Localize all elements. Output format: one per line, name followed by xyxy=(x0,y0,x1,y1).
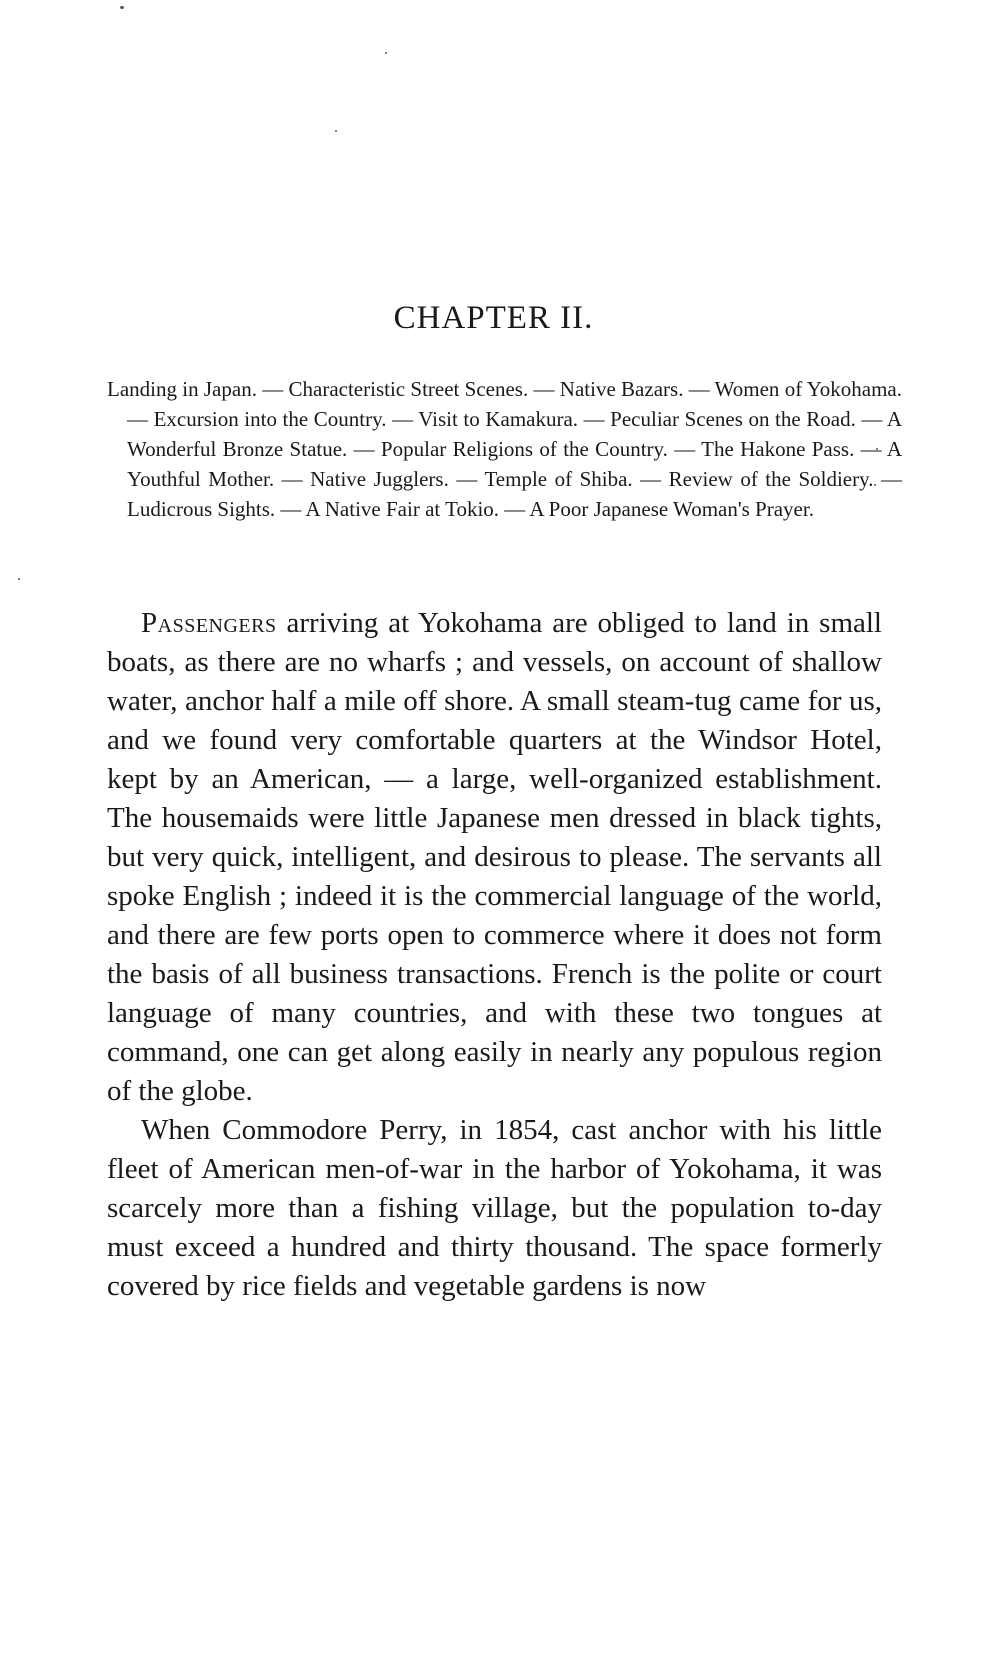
ink-speck xyxy=(385,52,387,54)
paragraph xyxy=(107,604,882,1111)
ink-speck xyxy=(335,130,337,132)
paragraph-text: arriving at Yokohama are obliged to land in small boats, as there are no wharfs ; and vessels, on account of shallow water, anchor half a mile off shore. A small steam-tug came for us, and we found very comfortable quarters at the Windsor Hotel, kept by an American, — a large, well-organized establishment. The housemaids were little Japanese men dressed in black tights, but very quick, intelligent, and desirous to please. The servants all spoke English ; indeed it is the commercial language of the world, and there are few ports open to commerce where it does not form the basis of all business transactions. French is the polite or court language of many countries, and with these two tongues at command, one can get along easily in nearly any populous region of the globe. xyxy=(107,607,882,1107)
paragraph-lead-word: Passengers xyxy=(141,607,277,639)
chapter-title: CHAPTER II. xyxy=(393,300,594,336)
body-text xyxy=(107,604,882,1306)
ink-speck xyxy=(18,578,20,580)
paragraph: When Commodore Perry, in 1854, cast anchor with his little fleet of American men-of-war in the harbor of Yokohama, it was scarcely more than a fishing village, but the population to-day must exceed a hundred and thirty thousand. The space formerly covered by rice fields and vegetable gardens is now xyxy=(107,1114,882,1302)
ink-speck xyxy=(120,6,124,9)
chapter-summary: Landing in Japan. — Characteristic Street Scenes. — Native Bazars. — Women of Yokohama. — Excursion into the Country. — Visit to Kamakura. — Peculiar Scenes on the Road. — A Wonderful Bronze Statue. — Popular Religions of the Country. — The Hakone Pass. — A Youthful Mother. — Native Jugglers. — Temple of Shiba. — Review of the Soldiery. — Ludicrous Sights. — A Native Fair at Tokio. — A Poor Japanese Woman's Prayer. xyxy=(107,377,902,521)
